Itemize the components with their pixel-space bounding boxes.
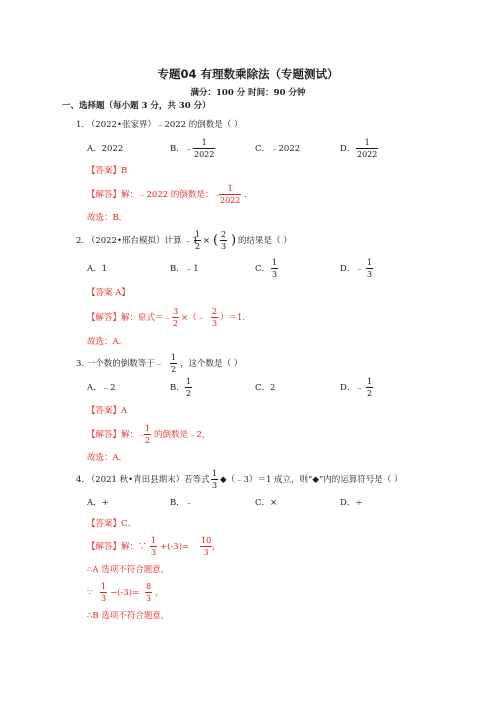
q4-explanation-fraction-2: 1 3 [101,582,107,603]
q2-option-d-label: D．﹣ [340,264,364,274]
section-heading: 一、选择题（每小题 3 分，共 30 分） [62,101,211,111]
q1-option-d-fraction [356,138,378,159]
close-paren: ) [231,233,237,248]
q1-explanation-fraction: 1 2022 [220,184,241,205]
q3-answer: 【答案】A [87,406,128,416]
q3-option-d-label: D．﹣ [340,383,364,393]
q2-option-c-label: C． [255,264,271,274]
q4-explanation-2-end: ， [155,588,164,598]
q2-neg-fraction: 2 3 [221,230,227,251]
q2-conclusion: 故选：A． [87,337,128,347]
q4-option-c: C．× [255,498,278,508]
q1-option-a: A．2022 [87,144,124,154]
q3-option-d-fraction: 1 2 [367,377,373,398]
q4-explanation-result-1: 10 3 [201,536,212,557]
fraction-numerator: 1 [201,138,207,147]
q3-explanation-end: 的倒数是﹣2， [154,430,211,440]
q4-reason-1: ∴A 选项不符合题意， [87,565,170,575]
q1-option-b-label: B．﹣ [170,144,194,154]
q4-option-a: A．+ [87,498,109,508]
q2-mixed-fraction: 1 2 [195,230,201,251]
q1-option-b-fraction [193,138,215,159]
q3-conclusion: 故选：A． [87,453,128,463]
q1-answer: 【答案】B [87,166,128,176]
q1-explanation: 【解答】解：﹣2022 的倒数是：﹣ [87,190,222,200]
q4-reason-2: ∴B 选项不符合题意， [87,611,170,621]
q4-explanation-2-mid: −(-3)= [110,588,140,598]
q4-stem-fraction: 1 3 [212,469,218,490]
q1-stem: 1. （2022•张家界）﹣2022 的倒数是（ ） [76,120,243,130]
q2-stem: 2. （2022•邢台模拟）计算 ﹣1 [76,236,199,246]
q3-stem: 3. 一个数的倒数等于﹣ [76,359,164,369]
q4-explanation: 【解答】解：∵ [87,542,147,552]
q3-option-c: C．2 [255,383,276,393]
q2-explanation-fraction-1: 3 2 [173,307,179,328]
q2-stem-end: 的结果是（ ） [238,236,292,246]
times-sign: × [203,236,211,246]
q4-stem: 4. （2021 秋•青田县期末）若等式 [76,475,210,485]
q2-explanation-fraction-2: 2 3 [212,307,218,328]
q2-option-a: A．1 [87,264,108,274]
q4-explanation-fraction-1: 1 3 [151,536,157,557]
q3-explanation-fraction: 1 2 [145,424,151,445]
q4-explanation-2: ∵ [87,588,93,598]
page-subtitle: 满分：100 分 时间：90 分钟 [190,88,306,98]
q4-stem-end: ◆（﹣3）＝1 成立，则“◆”内的运算符号是（ ） [220,475,403,485]
fraction-denominator: 2022 [194,150,215,159]
q4-explanation-result-2: 8 3 [146,582,152,603]
q4-explanation-end: ， [212,542,221,552]
q1-conclusion: 故选：B． [87,213,128,223]
q1-explanation-end: ． [244,190,253,200]
q2-explanation: 【解答】解：原式＝﹣ [87,313,173,323]
q3-explanation: 【解答】解：﹣ [87,430,147,440]
q1-option-c: C．﹣2022 [255,144,301,154]
q3-stem-end: ，这个数是（ ） [180,359,243,369]
q3-stem-fraction: 1 2 [171,353,177,374]
q2-option-c-fraction: 1 3 [272,258,278,279]
q4-explanation-mid: +(-3)= [160,542,190,552]
q2-option-b: B．﹣1 [170,264,199,274]
q2-option-d-fraction: 1 3 [367,258,373,279]
q4-answer: 【答案】C。 [87,519,137,529]
q2-explanation-end: ）＝1． [220,313,251,323]
q1-option-d-label: D． [340,144,356,154]
open-paren: ( [213,233,219,248]
page-title: 专题04 有理数乘除法（专题测试） [157,67,339,81]
fraction-denominator: 2022 [357,150,378,159]
q2-explanation-mid: ×（﹣ [181,313,206,323]
q4-option-b: B．﹣ [170,498,194,508]
q3-option-b-label: B． [170,383,185,393]
q2-answer: 【答案 A】 [87,288,130,298]
fraction-numerator: 1 [364,138,370,147]
q3-option-a: A．﹣2 [87,383,116,393]
q4-option-d: D．÷ [340,498,363,508]
q3-option-b-fraction: 1 2 [186,377,192,398]
